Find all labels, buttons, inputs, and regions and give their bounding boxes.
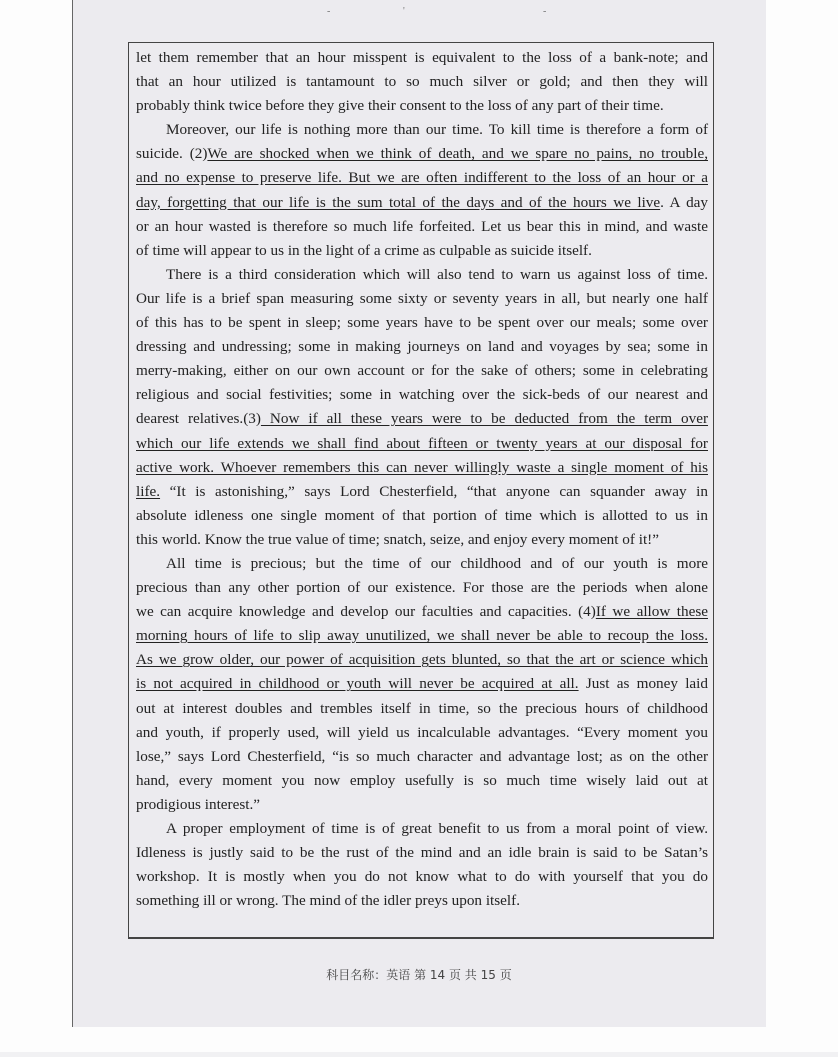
text-segment: of this has to be spent in sleep; some years have to be spent over our meals; some over — [136, 314, 708, 332]
text-segment: Our life is a brief span measuring some sixty or seventy years in all, but nearly one half — [136, 289, 708, 307]
text-line — [136, 721, 708, 745]
text-segment: probably think twice before they give their consent to the loss of any part of their time. — [136, 97, 664, 115]
text-line — [136, 793, 708, 817]
text-segment: or an hour wasted is therefore so much life forfeited. Let us bear this in mind, and waste — [136, 217, 708, 235]
text-segment: and youth, if properly used, will yield us incalculable advantages. “Every moment you — [136, 723, 708, 741]
text-segment: workshop. It is mostly when you do not know what to do with yourself that you do — [136, 868, 708, 886]
passage-text — [136, 46, 708, 913]
text-line — [136, 528, 708, 552]
text-segment: There is a third consideration which will also tend to warn us against loss of time. — [166, 265, 708, 283]
underlined-sentence: day, forgetting that our life is the sum total of the days and of the hours we live — [136, 193, 661, 211]
text-segment: prodigious interest.” — [136, 795, 261, 813]
text-line — [136, 552, 708, 576]
text-segment: something ill or wrong. The mind of the idler preys upon itself. — [136, 892, 520, 910]
text-line — [136, 600, 708, 624]
text-line — [136, 889, 708, 913]
text-line — [136, 383, 708, 407]
text-segment: Moreover, our life is nothing more than our time. To kill time is therefore a form of — [166, 121, 708, 139]
text-line — [136, 215, 708, 239]
text-line — [136, 311, 708, 335]
text-segment: religious and social festivities; some in watching over the sick-beds of our nearest and — [136, 386, 708, 404]
text-line — [136, 359, 708, 383]
underlined-sentence: active work. Whoever remembers this can never willingly waste a single moment of his — [136, 458, 708, 476]
text-segment: A proper employment of time is of great benefit to us from a moral point of view. — [166, 820, 708, 837]
text-line — [136, 769, 708, 793]
text-segment: out at interest doubles and trembles itself in time, so the precious hours of childhood — [136, 699, 708, 717]
text-line — [136, 648, 708, 672]
text-segment: hand, every moment you now employ usefully is so much time wisely laid out at — [136, 771, 708, 789]
text-segment: dressing and undressing; some in making journeys on land and voyages by sea; some in — [136, 338, 708, 356]
scanned-page — [72, 0, 766, 1027]
text-segment: Idleness is justly said to be the rust of the mind and an idle brain is said to be Satan’s — [136, 844, 708, 862]
text-line — [136, 407, 708, 431]
text-line — [136, 94, 708, 118]
text-segment: All time is precious; but the time of our childhood and of our youth is more — [166, 554, 708, 572]
underlined-sentence: life. — [136, 482, 161, 500]
text-line — [136, 456, 708, 480]
text-segment: lose,” says Lord Chesterfield, “is so much character and advantage lost; as on the other — [136, 747, 708, 765]
text-line — [136, 480, 708, 504]
text-segment: Just as money laid — [578, 675, 708, 693]
text-line — [136, 504, 708, 528]
text-line — [136, 576, 708, 600]
text-segment: we can acquire knowledge and develop our faculties and capacities. (4) — [136, 603, 596, 621]
text-segment: of time will appear to us in the light of a crime as culpable as suicide itself. — [136, 241, 592, 259]
text-segment: . A day — [660, 193, 708, 211]
text-line — [136, 191, 708, 215]
text-segment: absolute idleness one single moment of that portion of time which is allotted to us in — [136, 506, 708, 524]
text-segment: that an hour utilized is tantamount to so much silver or gold; and then they will — [136, 73, 708, 91]
text-segment: dearest relatives.(3) — [136, 410, 261, 428]
text-segment: suicide. (2) — [136, 145, 208, 163]
text-line — [136, 335, 708, 359]
text-line — [136, 817, 708, 841]
text-line — [136, 239, 708, 263]
text-line — [136, 287, 708, 311]
underlined-sentence: and no expense to preserve life. But we are often indifferent to the loss of an hour or a — [136, 169, 708, 187]
text-line — [136, 865, 708, 889]
text-line — [136, 697, 708, 721]
underlined-sentence: We are shocked when we think of death, and we spare no pains, no trouble, — [207, 145, 708, 163]
underlined-sentence: If we allow these — [595, 603, 708, 621]
text-segment: precious than any other portion of our existence. For those are the periods when alone — [136, 579, 708, 597]
text-line — [136, 432, 708, 456]
underlined-sentence: which our life extends we shall find about fifteen or twenty years at our disposal for — [136, 434, 708, 452]
text-segment: let them remember that an hour misspent is equivalent to the loss of a bank-note; and — [136, 49, 708, 66]
text-line — [136, 263, 708, 287]
underlined-sentence: Now if all these years were to be deducted from the term over — [260, 410, 709, 428]
text-line — [136, 166, 708, 190]
page-footer: 科目名称：英语 第 14 页 共 15 页 — [326, 968, 512, 982]
text-line — [136, 745, 708, 769]
bottom-band — [0, 1052, 838, 1057]
text-line — [136, 142, 708, 166]
text-line — [136, 624, 708, 648]
text-line — [136, 672, 708, 696]
underlined-sentence: morning hours of life to slip away unutilized, we shall never be able to recoup the loss. — [136, 627, 708, 645]
text-line — [136, 118, 708, 142]
text-segment: merry-making, either on our own account or for the sake of others; some in celebrating — [136, 362, 708, 380]
passage-frame — [128, 42, 714, 939]
text-line — [136, 46, 708, 70]
text-line — [136, 70, 708, 94]
underlined-sentence: As we grow older, our power of acquisition gets blunted, so that the art or science which — [136, 651, 708, 669]
scan-specks: - ' - — [327, 6, 547, 17]
underlined-sentence: is not acquired in childhood or youth will never be acquired at all. — [136, 675, 579, 693]
text-line — [136, 841, 708, 865]
text-segment: “It is astonishing,” says Lord Chesterfield, “that anyone can squander away in — [160, 482, 708, 500]
text-segment: this world. Know the true value of time; snatch, seize, and enjoy every moment of it!” — [136, 530, 659, 548]
